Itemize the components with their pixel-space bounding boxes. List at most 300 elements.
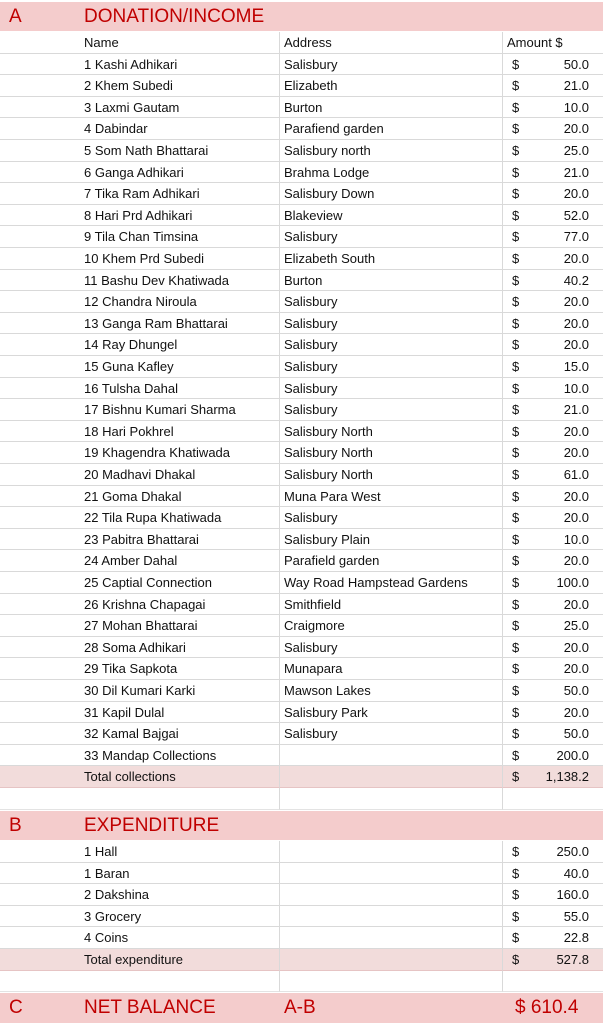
cell-amount[interactable] xyxy=(503,205,603,227)
cell-name[interactable]: 11 Bashu Dev Khatiwada xyxy=(80,270,280,292)
currency-symbol: $ xyxy=(512,121,520,137)
cell-letter[interactable] xyxy=(0,680,80,702)
cell-amount[interactable] xyxy=(503,226,603,248)
cell-amount[interactable] xyxy=(503,270,603,292)
cell-name[interactable]: 9 Tila Chan Timsina xyxy=(80,226,280,248)
amount-value: 40.0 xyxy=(563,865,589,881)
amount-value: 21.0 xyxy=(563,402,589,418)
cell-amount[interactable] xyxy=(503,788,603,810)
cell-name[interactable]: 12 Chandra Niroula xyxy=(80,291,280,313)
cell-amount[interactable] xyxy=(503,54,603,76)
income-row xyxy=(0,550,603,572)
currency-symbol: $ xyxy=(512,164,520,180)
amount-value: 50.0 xyxy=(563,56,589,72)
cell-name[interactable]: Name xyxy=(80,32,280,54)
cell-name[interactable]: 18 Hari Pokhrel xyxy=(80,421,280,443)
currency-symbol: $ xyxy=(512,661,520,677)
cell-amount[interactable] xyxy=(503,863,603,885)
blank-row xyxy=(0,788,603,810)
cell-address[interactable]: Salisbury north xyxy=(280,140,503,162)
cell-letter[interactable] xyxy=(0,841,80,863)
currency-symbol: $ xyxy=(512,887,520,903)
net-balance-label: NET BALANCE xyxy=(84,997,216,1018)
cell-amount[interactable] xyxy=(503,140,603,162)
section-header-a xyxy=(0,2,603,31)
currency-symbol: $ xyxy=(512,930,520,946)
cell-address[interactable]: Salisbury North xyxy=(280,421,503,443)
currency-symbol: $ xyxy=(512,143,520,158)
cell-address[interactable]: Muna Para West xyxy=(280,486,503,508)
cell-amount[interactable] xyxy=(503,927,603,949)
income-row xyxy=(0,226,603,248)
cell-letter[interactable] xyxy=(0,291,80,313)
amount-value: 52.0 xyxy=(563,207,589,223)
currency-symbol: $ xyxy=(512,229,520,245)
amount-value: 10.0 xyxy=(563,531,589,547)
cell-amount[interactable] xyxy=(503,507,603,529)
amount-value: 10.0 xyxy=(563,99,589,115)
currency-symbol: $ xyxy=(512,704,520,720)
currency-symbol: $ xyxy=(512,402,520,418)
cell-name[interactable]: 23 Pabitra Bhattarai xyxy=(80,529,280,551)
cell-name[interactable]: 25 Captial Connection xyxy=(80,572,280,594)
currency-symbol: $ xyxy=(512,359,520,374)
cell-letter[interactable] xyxy=(0,486,80,508)
section-title: EXPENDITURE xyxy=(84,815,220,836)
cell-name[interactable]: 1 Hall xyxy=(80,841,280,863)
cell-amount[interactable] xyxy=(503,486,603,508)
cell-letter[interactable] xyxy=(0,884,80,906)
expense-row xyxy=(0,841,603,863)
cell-address[interactable]: Brahma Lodge xyxy=(280,162,503,184)
currency-symbol: $ xyxy=(512,553,520,569)
section-title: DONATION/INCOME xyxy=(84,6,265,27)
currency-symbol: $ xyxy=(512,865,520,881)
currency-symbol: $ xyxy=(512,423,520,439)
cell-amount[interactable] xyxy=(503,75,603,97)
cell-address[interactable]: Craigmore xyxy=(280,615,503,637)
cell-letter[interactable] xyxy=(0,863,80,885)
cell-name[interactable]: 20 Madhavi Dhakal xyxy=(80,464,280,486)
currency-symbol: $ xyxy=(512,467,520,482)
cell-name[interactable]: 28 Soma Adhikari xyxy=(80,637,280,659)
cell-address[interactable]: Salisbury xyxy=(280,334,503,356)
cell-amount[interactable] xyxy=(503,529,603,551)
amount-value: 50.0 xyxy=(563,683,589,698)
cell-address[interactable]: Way Road Hampstead Gardens xyxy=(280,572,503,594)
currency-symbol: $ xyxy=(512,315,520,331)
currency-symbol: $ xyxy=(512,952,520,967)
cell-amount[interactable] xyxy=(503,356,603,378)
cell-address[interactable]: Salisbury North xyxy=(280,464,503,486)
currency-symbol: $ xyxy=(512,380,520,396)
amount-value: 20.0 xyxy=(563,186,589,202)
income-row xyxy=(0,745,603,767)
currency-symbol: $ xyxy=(512,769,520,785)
cell-name[interactable]: 29 Tika Sapkota xyxy=(80,658,280,680)
cell-amount[interactable] xyxy=(503,442,603,464)
amount-value: 100.0 xyxy=(556,575,589,590)
amount-value: 25.0 xyxy=(563,143,589,158)
cell-name[interactable] xyxy=(80,971,280,993)
currency-symbol: $ xyxy=(512,726,520,742)
cell-letter[interactable] xyxy=(0,572,80,594)
cell-name[interactable]: 2 Khem Subedi xyxy=(80,75,280,97)
cell-letter[interactable] xyxy=(0,140,80,162)
cell-name[interactable]: Total expenditure xyxy=(80,949,280,971)
cell-name[interactable]: 1 Kashi Adhikari xyxy=(80,54,280,76)
currency-symbol: $ xyxy=(512,272,520,288)
cell-amount[interactable] xyxy=(503,841,603,863)
cell-letter[interactable] xyxy=(0,745,80,767)
expense-row xyxy=(0,884,603,906)
cell-letter[interactable] xyxy=(0,788,80,810)
cell-name[interactable]: 31 Kapil Dulal xyxy=(80,702,280,724)
amount-value: 10.0 xyxy=(563,380,589,396)
currency-symbol: $ xyxy=(512,747,520,763)
income-row xyxy=(0,183,603,205)
amount-value: 20.0 xyxy=(563,639,589,655)
amount-value: 20.0 xyxy=(563,294,589,310)
cell-name[interactable]: 32 Kamal Bajgai xyxy=(80,723,280,745)
cell-address[interactable] xyxy=(280,788,503,810)
income-row xyxy=(0,464,603,486)
cell-address[interactable]: Salisbury xyxy=(280,723,503,745)
income-row xyxy=(0,313,603,335)
cell-name[interactable]: 19 Khagendra Khatiwada xyxy=(80,442,280,464)
cell-name[interactable]: 30 Dil Kumari Karki xyxy=(80,680,280,702)
amount-value: 20.0 xyxy=(563,445,589,461)
cell-amount[interactable] xyxy=(503,745,603,767)
amount-value: 20.0 xyxy=(563,488,589,504)
cell-name[interactable]: 4 Dabindar xyxy=(80,118,280,140)
cell-letter[interactable] xyxy=(0,54,80,76)
income-row xyxy=(0,486,603,508)
cell-name[interactable]: 8 Hari Prd Adhikari xyxy=(80,205,280,227)
cell-letter[interactable] xyxy=(0,637,80,659)
cell-amount[interactable] xyxy=(503,183,603,205)
income-row xyxy=(0,97,603,119)
cell-amount[interactable] xyxy=(503,615,603,637)
income-row xyxy=(0,637,603,659)
cell-amount[interactable] xyxy=(503,680,603,702)
cell-letter[interactable] xyxy=(0,529,80,551)
income-row xyxy=(0,594,603,616)
income-row xyxy=(0,378,603,400)
cell-address[interactable]: Salisbury North xyxy=(280,442,503,464)
cell-letter[interactable] xyxy=(0,399,80,421)
cell-address[interactable] xyxy=(280,949,503,971)
income-total-row xyxy=(0,766,603,788)
cell-address[interactable]: Salisbury Plain xyxy=(280,529,503,551)
cell-letter[interactable] xyxy=(0,702,80,724)
cell-amount[interactable] xyxy=(503,884,603,906)
cell-address[interactable]: Salisbury xyxy=(280,226,503,248)
cell-letter[interactable] xyxy=(0,118,80,140)
cell-name[interactable]: 10 Khem Prd Subedi xyxy=(80,248,280,270)
cell-letter[interactable] xyxy=(0,949,80,971)
cell-name[interactable]: 21 Goma Dhakal xyxy=(80,486,280,508)
cell-amount[interactable] xyxy=(503,97,603,119)
amount-value: 20.0 xyxy=(563,553,589,569)
cell-address[interactable]: Burton xyxy=(280,97,503,119)
amount-value: 20.0 xyxy=(563,704,589,720)
cell-name[interactable]: 27 Mohan Bhattarai xyxy=(80,615,280,637)
currency-symbol: $ xyxy=(512,294,520,310)
cell-address[interactable]: Salisbury xyxy=(280,399,503,421)
amount-value: 527.8 xyxy=(556,952,589,967)
currency-symbol: $ xyxy=(512,207,520,223)
amount-value: 20.0 xyxy=(563,596,589,612)
cell-address[interactable]: Elizabeth South xyxy=(280,248,503,270)
income-row xyxy=(0,54,603,76)
cell-amount[interactable] xyxy=(503,118,603,140)
amount-value: 250.0 xyxy=(556,844,589,859)
cell-letter[interactable] xyxy=(0,378,80,400)
amount-value: 25.0 xyxy=(563,618,589,634)
cell-amount[interactable] xyxy=(503,291,603,313)
net-balance-value: $ 610.4 xyxy=(515,997,579,1018)
income-row xyxy=(0,615,603,637)
section-letter: B xyxy=(9,815,22,836)
cell-name[interactable]: 24 Amber Dahal xyxy=(80,550,280,572)
cell-address[interactable]: Salisbury xyxy=(280,291,503,313)
blank-row xyxy=(0,971,603,993)
cell-name[interactable]: 33 Mandap Collections xyxy=(80,745,280,767)
amount-value: 20.0 xyxy=(563,337,589,353)
cell-name[interactable]: 26 Krishna Chapagai xyxy=(80,594,280,616)
cell-letter[interactable] xyxy=(0,226,80,248)
cell-address[interactable]: Address xyxy=(280,32,503,54)
income-row xyxy=(0,118,603,140)
cell-letter[interactable] xyxy=(0,183,80,205)
cell-letter[interactable] xyxy=(0,766,80,788)
cell-amount[interactable] xyxy=(503,421,603,443)
cell-letter[interactable] xyxy=(0,313,80,335)
cell-address[interactable] xyxy=(280,971,503,993)
currency-symbol: $ xyxy=(512,596,520,612)
income-row xyxy=(0,270,603,292)
cell-amount[interactable] xyxy=(503,550,603,572)
cell-amount[interactable] xyxy=(503,971,603,993)
currency-symbol: $ xyxy=(512,908,520,924)
cell-address[interactable]: Burton xyxy=(280,270,503,292)
cell-amount[interactable] xyxy=(503,399,603,421)
income-row xyxy=(0,658,603,680)
cell-address[interactable]: Salisbury xyxy=(280,378,503,400)
cell-amount[interactable] xyxy=(503,334,603,356)
cell-address[interactable]: Mawson Lakes xyxy=(280,680,503,702)
currency-symbol: $ xyxy=(512,99,520,115)
cell-address[interactable]: Parafield garden xyxy=(280,550,503,572)
amount-value: 77.0 xyxy=(563,229,589,245)
income-row xyxy=(0,399,603,421)
cell-address[interactable] xyxy=(280,841,503,863)
section-letter: C xyxy=(9,997,23,1018)
net-balance-row xyxy=(0,993,603,1023)
income-row xyxy=(0,162,603,184)
cell-address[interactable]: Salisbury xyxy=(280,507,503,529)
income-row xyxy=(0,702,603,724)
currency-symbol: $ xyxy=(512,445,520,461)
amount-value: 200.0 xyxy=(556,747,589,763)
cell-address[interactable] xyxy=(280,884,503,906)
currency-symbol: $ xyxy=(512,618,520,634)
cell-amount[interactable] xyxy=(503,766,603,788)
cell-address[interactable]: Blakeview xyxy=(280,205,503,227)
cell-letter[interactable] xyxy=(0,270,80,292)
income-row xyxy=(0,442,603,464)
currency-symbol: $ xyxy=(512,78,520,94)
amount-value: 61.0 xyxy=(563,467,589,482)
cell-address[interactable]: Salisbury xyxy=(280,637,503,659)
cell-letter[interactable] xyxy=(0,464,80,486)
cell-address[interactable]: Elizabeth xyxy=(280,75,503,97)
cell-amount[interactable] xyxy=(503,572,603,594)
cell-amount[interactable] xyxy=(503,658,603,680)
income-row xyxy=(0,529,603,551)
income-row xyxy=(0,248,603,270)
income-row xyxy=(0,334,603,356)
cell-amount[interactable] xyxy=(503,313,603,335)
cell-name[interactable]: 6 Ganga Adhikari xyxy=(80,162,280,184)
currency-symbol: $ xyxy=(512,531,520,547)
cell-letter[interactable] xyxy=(0,971,80,993)
cell-address[interactable] xyxy=(280,863,503,885)
expense-row xyxy=(0,927,603,949)
cell-name[interactable]: Total collections xyxy=(80,766,280,788)
cell-letter[interactable] xyxy=(0,97,80,119)
amount-value: 21.0 xyxy=(563,78,589,94)
expense-row xyxy=(0,906,603,928)
cell-address[interactable] xyxy=(280,906,503,928)
cell-address[interactable]: Smithfield xyxy=(280,594,503,616)
cell-name[interactable]: 4 Coins xyxy=(80,927,280,949)
cell-name[interactable]: 13 Ganga Ram Bhattarai xyxy=(80,313,280,335)
cell-name[interactable]: 7 Tika Ram Adhikari xyxy=(80,183,280,205)
cell-letter[interactable] xyxy=(0,550,80,572)
cell-letter[interactable] xyxy=(0,162,80,184)
amount-value: 21.0 xyxy=(563,164,589,180)
cell-letter[interactable] xyxy=(0,927,80,949)
section-header-b xyxy=(0,811,603,840)
cell-letter[interactable] xyxy=(0,356,80,378)
cell-letter[interactable] xyxy=(0,75,80,97)
currency-symbol: $ xyxy=(512,56,520,72)
amount-value: 22.8 xyxy=(563,930,589,946)
cell-address[interactable] xyxy=(280,927,503,949)
income-row xyxy=(0,205,603,227)
cell-amount[interactable] xyxy=(503,702,603,724)
amount-value: 20.0 xyxy=(563,423,589,439)
cell-name[interactable] xyxy=(80,788,280,810)
cell-amount[interactable] xyxy=(503,723,603,745)
cell-name[interactable]: 3 Laxmi Gautam xyxy=(80,97,280,119)
currency-symbol: $ xyxy=(512,186,520,202)
cell-amount[interactable] xyxy=(503,162,603,184)
cell-address[interactable]: Salisbury xyxy=(280,313,503,335)
cell-address[interactable]: Salisbury xyxy=(280,54,503,76)
cell-letter[interactable] xyxy=(0,421,80,443)
cell-amount[interactable] xyxy=(503,906,603,928)
cell-name[interactable]: 17 Bishnu Kumari Sharma xyxy=(80,399,280,421)
cell-letter[interactable] xyxy=(0,507,80,529)
currency-symbol: $ xyxy=(512,510,520,526)
cell-address[interactable] xyxy=(280,766,503,788)
amount-value: 50.0 xyxy=(563,726,589,742)
currency-symbol: $ xyxy=(512,639,520,655)
cell-address[interactable] xyxy=(280,745,503,767)
cell-address[interactable]: Salisbury Park xyxy=(280,702,503,724)
amount-value: 160.0 xyxy=(556,887,589,903)
income-row xyxy=(0,140,603,162)
income-row xyxy=(0,291,603,313)
amount-value: 40.2 xyxy=(563,272,589,288)
income-row xyxy=(0,507,603,529)
currency-symbol: $ xyxy=(512,488,520,504)
income-row xyxy=(0,356,603,378)
income-row xyxy=(0,723,603,745)
cell-name[interactable]: 16 Tulsha Dahal xyxy=(80,378,280,400)
cell-letter[interactable] xyxy=(0,658,80,680)
net-balance-formula: A-B xyxy=(284,997,316,1018)
cell-name[interactable]: 22 Tila Rupa Khatiwada xyxy=(80,507,280,529)
cell-amount[interactable] xyxy=(503,378,603,400)
cell-amount[interactable] xyxy=(503,248,603,270)
column-amount-label: Amount $ xyxy=(507,35,563,50)
expense-total-row xyxy=(0,949,603,971)
amount-value: 15.0 xyxy=(563,359,589,374)
cell-amount[interactable] xyxy=(503,637,603,659)
income-row xyxy=(0,421,603,443)
cell-letter[interactable] xyxy=(0,615,80,637)
cell-name[interactable]: 5 Som Nath Bhattarai xyxy=(80,140,280,162)
cell-amount[interactable] xyxy=(503,32,603,54)
cell-address[interactable]: Munapara xyxy=(280,658,503,680)
amount-value: 20.0 xyxy=(563,661,589,677)
cell-name[interactable]: 1 Baran xyxy=(80,863,280,885)
cell-address[interactable]: Salisbury Down xyxy=(280,183,503,205)
cell-address[interactable]: Salisbury xyxy=(280,356,503,378)
cell-name[interactable]: 2 Dakshina xyxy=(80,884,280,906)
cell-amount[interactable] xyxy=(503,464,603,486)
cell-name[interactable]: 3 Grocery xyxy=(80,906,280,928)
income-row xyxy=(0,572,603,594)
cell-name[interactable]: 15 Guna Kafley xyxy=(80,356,280,378)
cell-letter[interactable] xyxy=(0,205,80,227)
currency-symbol: $ xyxy=(512,844,520,859)
cell-name[interactable]: 14 Ray Dhungel xyxy=(80,334,280,356)
currency-symbol: $ xyxy=(512,683,520,698)
income-row xyxy=(0,680,603,702)
cell-letter[interactable] xyxy=(0,334,80,356)
column-header-row xyxy=(0,32,603,54)
cell-letter[interactable] xyxy=(0,906,80,928)
income-row xyxy=(0,75,603,97)
cell-address[interactable]: Parafiend garden xyxy=(280,118,503,140)
cell-amount[interactable] xyxy=(503,949,603,971)
cell-letter[interactable] xyxy=(0,594,80,616)
currency-symbol: $ xyxy=(512,251,520,266)
expense-row xyxy=(0,863,603,885)
cell-letter[interactable] xyxy=(0,723,80,745)
cell-letter[interactable] xyxy=(0,32,80,54)
cell-amount[interactable] xyxy=(503,594,603,616)
amount-value: 1,138.2 xyxy=(545,769,589,785)
currency-symbol: $ xyxy=(512,575,520,590)
cell-letter[interactable] xyxy=(0,248,80,270)
cell-letter[interactable] xyxy=(0,442,80,464)
